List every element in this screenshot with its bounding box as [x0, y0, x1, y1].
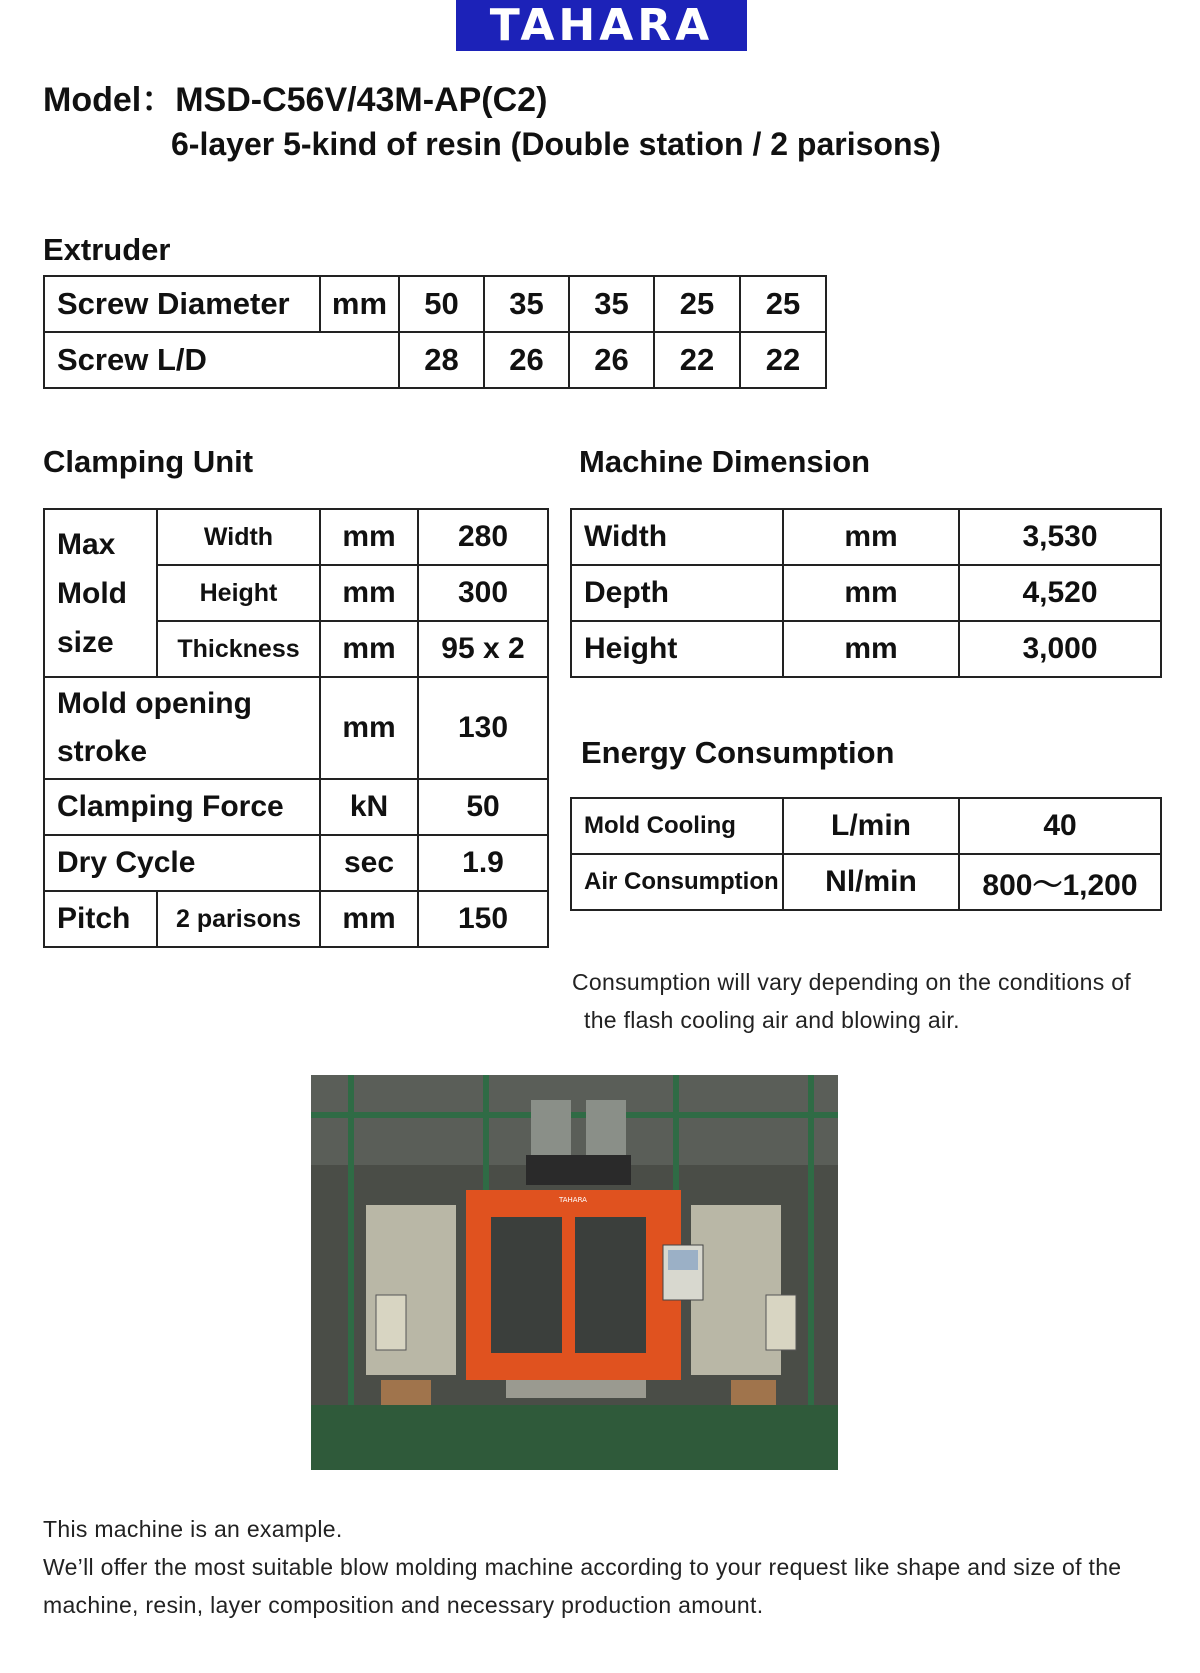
screw-ld-value: 22 — [740, 332, 826, 388]
footer-line: We’ll offer the most suitable blow molding machine according to your request like shape and size of the machine, resin, layer composition and necessary production amount. — [43, 1554, 1122, 1618]
table-row — [44, 332, 826, 388]
guard-window-left — [489, 1215, 564, 1355]
dry-cycle-label: Dry Cycle — [44, 835, 320, 891]
screw-ld-value: 28 — [399, 332, 484, 388]
mold-height-unit: mm — [320, 565, 418, 621]
table-row — [44, 779, 548, 835]
table-row — [44, 677, 548, 779]
screw-diameter-value: 35 — [484, 276, 569, 332]
pitch-sub-label: 2 parisons — [157, 891, 320, 947]
energy-unit: L/min — [783, 798, 959, 854]
clamping-force-value: 50 — [418, 779, 548, 835]
clamping-force-unit: kN — [320, 779, 418, 835]
dimension-label: Height — [571, 621, 783, 677]
dimension-value: 3,530 — [959, 509, 1161, 565]
energy-label: Air Consumption — [571, 854, 783, 910]
note-line: the flash cooling air and blowing air. — [584, 1007, 960, 1033]
panel-screen — [668, 1250, 698, 1270]
clamping-force-label: Clamping Force — [44, 779, 320, 835]
ceiling — [311, 1075, 838, 1165]
pitch-value: 150 — [418, 891, 548, 947]
hopper-left — [531, 1100, 571, 1155]
table-row — [44, 509, 548, 565]
model-subtitle: 6-layer 5-kind of resin (Double station / 2 parisons) — [171, 126, 941, 162]
energy-label: Mold Cooling — [571, 798, 783, 854]
tahara-logo: TAHARA — [456, 0, 747, 51]
max-mold-size-line: size — [57, 625, 114, 659]
clamping-heading: Clamping Unit — [43, 444, 254, 479]
footer-text — [43, 1510, 1168, 1624]
screw-ld-label: Screw L/D — [44, 332, 399, 388]
cardboard-box — [731, 1380, 776, 1405]
machine-base — [506, 1380, 646, 1398]
pitch-unit: mm — [320, 891, 418, 947]
mold-width-unit: mm — [320, 509, 418, 565]
dimension-unit: mm — [783, 565, 959, 621]
mold-thickness-unit: mm — [320, 621, 418, 677]
machine-sign: TAHARA — [559, 1196, 587, 1204]
stroke-unit: mm — [320, 677, 418, 779]
max-mold-size-line: Mold — [57, 576, 127, 610]
table-row — [44, 835, 548, 891]
screw-diameter-value: 50 — [399, 276, 484, 332]
dimension-value: 3,000 — [959, 621, 1161, 677]
screw-diameter-unit: mm — [320, 276, 399, 332]
machine-illustration — [311, 1075, 838, 1470]
mold-height-label: Height — [157, 565, 320, 621]
stroke-label-line: stroke — [57, 735, 148, 768]
energy-value: 40 — [959, 798, 1161, 854]
note-line: Consumption will vary depending on the conditions of — [572, 969, 1131, 995]
table-row — [571, 854, 1161, 910]
dimension-unit: mm — [783, 509, 959, 565]
screw-diameter-value: 25 — [740, 276, 826, 332]
left-control-box — [376, 1295, 406, 1350]
dimension-value: 4,520 — [959, 565, 1161, 621]
mold-width-label: Width — [157, 509, 320, 565]
hopper-right — [586, 1100, 626, 1155]
right-control-box — [766, 1295, 796, 1350]
dimension-label: Width — [571, 509, 783, 565]
mold-width-value: 280 — [418, 509, 548, 565]
model-title: Model：MSD-C56V/43M-AP(C2) — [43, 81, 548, 119]
machine-photo — [311, 1075, 838, 1470]
table-row — [571, 509, 1161, 565]
table-row — [44, 891, 548, 947]
energy-table — [570, 797, 1162, 911]
cardboard-box — [381, 1380, 431, 1405]
mold-thickness-value: 95 x 2 — [418, 621, 548, 677]
mold-height-value: 300 — [418, 565, 548, 621]
table-row — [571, 621, 1161, 677]
stroke-value: 130 — [418, 677, 548, 779]
guard-window-right — [573, 1215, 648, 1355]
extruder-heading: Extruder — [43, 232, 171, 267]
table-row — [44, 276, 826, 332]
dimension-unit: mm — [783, 621, 959, 677]
consumption-note — [572, 963, 1131, 1039]
max-mold-size-line: Max — [57, 527, 116, 561]
screw-ld-value: 26 — [569, 332, 654, 388]
extruder-head — [526, 1155, 631, 1185]
mold-opening-stroke-label — [44, 677, 320, 779]
max-mold-size-label — [44, 509, 157, 677]
screw-diameter-value: 25 — [654, 276, 740, 332]
energy-unit: Nl/min — [783, 854, 959, 910]
extruder-table — [43, 275, 827, 389]
energy-value: 800～1,200 — [959, 854, 1161, 910]
stroke-label-line: Mold opening — [57, 687, 252, 720]
screw-diameter-label: Screw Diameter — [44, 276, 320, 332]
energy-heading: Energy Consumption — [581, 735, 895, 770]
floor — [311, 1405, 838, 1470]
screw-diameter-value: 35 — [569, 276, 654, 332]
dimension-label: Depth — [571, 565, 783, 621]
dry-cycle-unit: sec — [320, 835, 418, 891]
mold-thickness-label: Thickness — [157, 621, 320, 677]
dimension-table — [570, 508, 1162, 678]
screw-ld-value: 22 — [654, 332, 740, 388]
dry-cycle-value: 1.9 — [418, 835, 548, 891]
footer-line: This machine is an example. — [43, 1516, 343, 1542]
pitch-label: Pitch — [44, 891, 157, 947]
clamping-table — [43, 508, 549, 948]
table-row — [571, 565, 1161, 621]
screw-ld-value: 26 — [484, 332, 569, 388]
dimension-heading: Machine Dimension — [579, 444, 871, 479]
table-row — [571, 798, 1161, 854]
